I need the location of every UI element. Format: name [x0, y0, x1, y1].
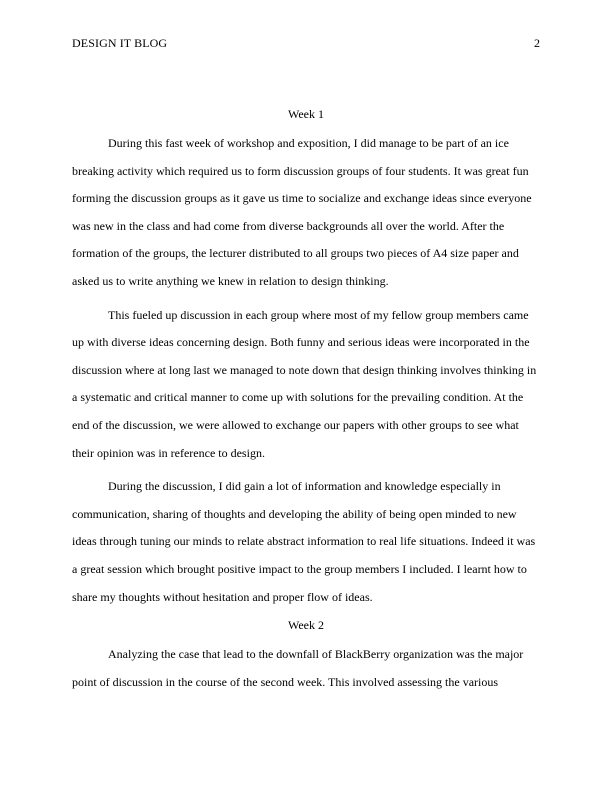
- page-number: 2: [534, 36, 540, 50]
- section-heading-week-1: Week 1: [287, 107, 325, 121]
- paragraph: During the discussion, I did gain a lot of information and knowledge especially in communication, sharing of thoughts and developing the ability of being open minded to new ideas through tuning our minds to relate abstract information to real life situations. Indeed it was a great session which brought positive impact to the group members I included. I learnt how to share my thoughts without hesitation and proper flow of ideas.: [72, 479, 536, 604]
- page-header: [72, 36, 540, 52]
- running-head: DESIGN IT BLOG: [72, 36, 168, 50]
- paragraph: Analyzing the case that lead to the downfall of BlackBerry organization was the major point of discussion in the course of the second week. This involved assessing the various: [72, 647, 524, 689]
- document-body: [72, 106, 540, 702]
- paragraph: During this fast week of workshop and exposition, I did manage to be part of an ice breaking activity which required us to form discussion groups of four students. It was great fun forming the discussion groups as it gave us time to socialize and exchange ideas since everyone was new in the class and had come from diverse backgrounds all over the world. After the formation of the groups, the lecturer distributed to all groups two pieces of A4 size paper and asked us to write anything we knew in relation to design thinking.: [72, 136, 532, 288]
- section-heading-week-2: Week 2: [287, 618, 325, 633]
- paragraph: This fueled up discussion in each group where most of my fellow group members came up with diverse ideas concerning design. Both funny and serious ideas were incorporated in the discussion where at long last we managed to note down that design thinking involves thinking in a systematic and critical manner to come up with solutions for the prevailing condition. At the end of the discussion, we were allowed to exchange our papers with other groups to see what their opinion was in reference to design.: [72, 307, 537, 460]
